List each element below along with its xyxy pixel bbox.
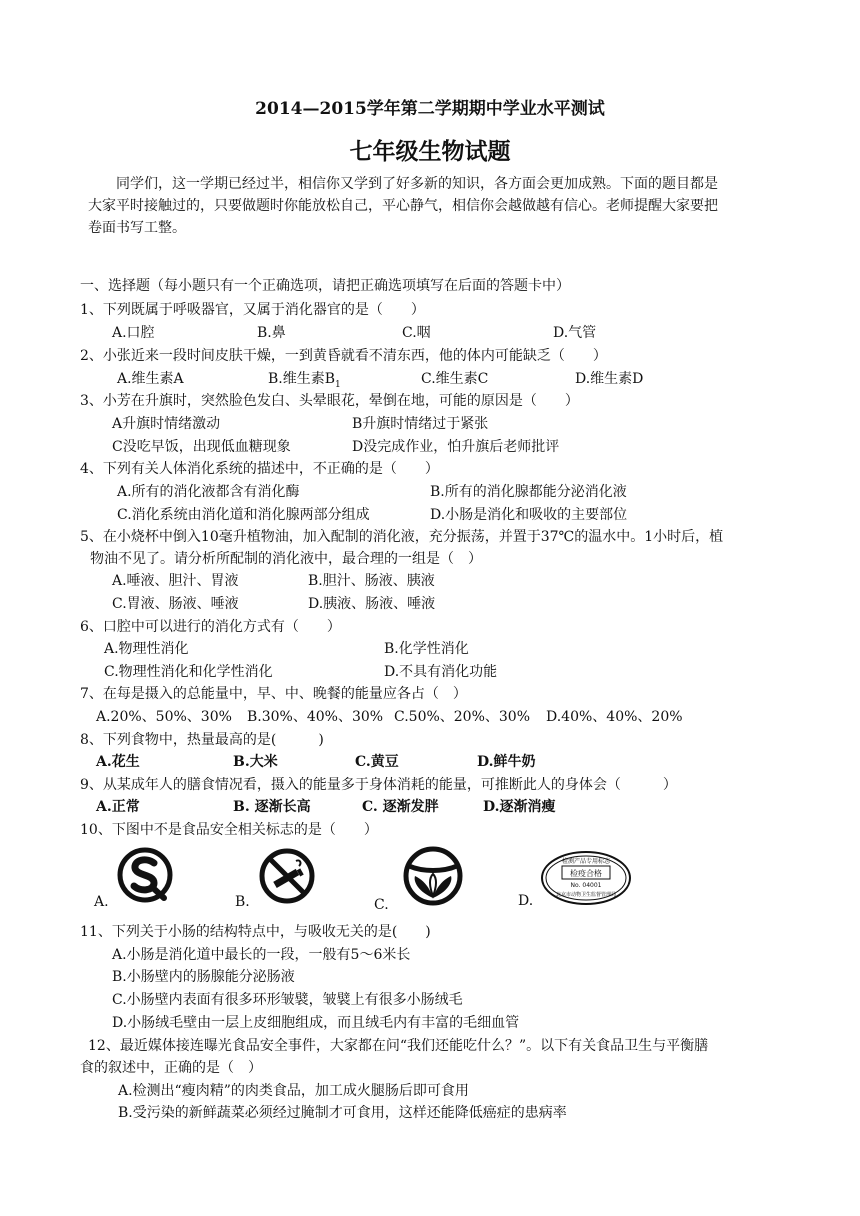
q8-option-d: D.鲜牛奶: [477, 754, 536, 770]
q11-option-d: D.小肠绒毛壁由一层上皮细胞组成，而且绒毛内有丰富的毛细血管: [112, 1015, 520, 1031]
q3-option-c: C没吃早饭，出现低血糖现象: [112, 439, 291, 455]
q6-option-c: C.物理性消化和化学性消化: [104, 664, 273, 680]
question-9-stem: 9、从某成年人的膳食情况看，摄入的能量多于身体消耗的能量，可推断此人的身体会（ ）: [80, 777, 677, 793]
q7-option-b: B.30%、40%、30%: [247, 709, 384, 725]
q7-option-d: D.40%、40%、20%: [546, 709, 683, 725]
q9-option-a: A.正常: [96, 799, 140, 815]
q6-option-d: D.不具有消化功能: [384, 664, 498, 680]
question-1-stem: 1、下列既属于呼吸器官，又属于消化器官的是（ ）: [80, 302, 425, 318]
intro-line-2: 大家平时接触过的，只要做题时你能放松自己，平心静气，相信你会越做越有信心。老师提醒大家要把: [88, 198, 718, 214]
q2-option-c: C.维生素C: [421, 371, 489, 387]
q8-option-a: A.花生: [96, 754, 140, 770]
q6-option-b: B.化学性消化: [384, 641, 469, 657]
question-8-stem-text: 8、下列食物中，热量最高的是( ): [80, 732, 324, 748]
page-title: 2014—2015学年第二学期期中学业水平测试: [255, 99, 605, 119]
question-3-stem: 3、小芳在升旗时，突然脸色发白、头晕眼花，晕倒在地，可能的原因是（ ）: [80, 393, 579, 409]
q8-option-c: C.黄豆: [355, 754, 399, 770]
q3-option-a: A升旗时情绪激动: [112, 416, 221, 432]
stamp-top-text: 检测产品专用标志: [561, 858, 611, 865]
qs-safety-mark-icon: [116, 846, 174, 904]
q10-option-c-label: C.: [374, 897, 389, 913]
q9-option-b: B. 逐渐长高: [233, 799, 311, 815]
q5-option-b: B.胆汁、肠液、胰液: [308, 573, 435, 589]
q9-option-d: D.逐渐消瘦: [483, 799, 556, 815]
q6-option-a: A.物理性消化: [104, 641, 189, 657]
question-8-stem: [80, 730, 324, 750]
intro-paragraph: [88, 173, 788, 239]
intro-line-1: 同学们，这一学期已经过半，相信你又学到了好多新的知识，各方面会更加成熟。下面的题目都是: [116, 176, 718, 192]
q10-option-d-label: D.: [518, 893, 534, 909]
q9-option-c: C. 逐渐发胖: [362, 799, 439, 815]
stamp-number-text: No. 04001: [570, 882, 602, 889]
q1-option-b: B.鼻: [257, 325, 286, 341]
q10-option-a-label: A.: [94, 894, 109, 910]
q2-option-b-subscript: 1: [335, 379, 341, 390]
no-smoking-icon: [258, 847, 316, 905]
q11-option-b: B.小肠壁内的肠腺能分泌肠液: [112, 969, 295, 985]
question-11-stem: 11、下列关于小肠的结构特点中，与吸收无关的是( ): [80, 924, 431, 940]
question-12-stem-line-1: 12、最近媒体接连曝光食品安全事件，大家都在问“我们还能吃什么？”。以下有关食品卫生与平衡膳: [88, 1038, 709, 1054]
q8-option-b: B.大米: [233, 754, 278, 770]
q4-option-a: A.所有的消化液都含有消化酶: [117, 484, 300, 500]
q5-option-a: A.唾液、胆汁、胃液: [112, 573, 239, 589]
question-4-stem: 4、下列有关人体消化系统的描述中，不正确的是（ ）: [80, 461, 439, 477]
q12-option-b: B.受污染的新鲜蔬菜必须经过腌制才可食用，这样还能降低癌症的患病率: [118, 1105, 567, 1121]
question-6-stem: 6、口腔中可以进行的消化方式有（ ）: [80, 619, 341, 635]
q11-option-c: C.小肠壁内表面有很多环形皱襞，皱襞上有很多小肠绒毛: [112, 992, 463, 1008]
q12-option-a: A.检测出“瘦肉精”的肉类食品，加工成火腿肠后即可食用: [118, 1083, 469, 1099]
q4-option-c: C.消化系统由消化道和消化腺两部分组成: [117, 507, 370, 523]
q1-option-c: C.咽: [402, 325, 431, 341]
q5-option-c: C.胃液、肠液、唾液: [112, 596, 239, 612]
q2-option-d: D.维生素D: [575, 371, 644, 387]
question-10-stem: 10、下图中不是食品安全相关标志的是（ ）: [80, 822, 378, 838]
question-5-stem-line-2: 物油不见了。请分析所配制的消化液中，最合理的一组是（ ）: [90, 551, 482, 567]
intro-line-3: 卷面书写工整。: [88, 220, 186, 236]
q4-option-d: D.小肠是消化和吸收的主要部位: [430, 507, 628, 523]
page-subtitle: 七年级生物试题: [349, 138, 511, 165]
q1-option-a: A.口腔: [112, 325, 155, 341]
question-12-stem-line-2: 食的叙述中，正确的是（ ）: [80, 1060, 262, 1076]
stamp-mid-text: 检疫合格: [570, 869, 602, 878]
q11-option-a: A.小肠是消化道中最长的一段，一般有5～6米长: [112, 947, 411, 963]
q2-option-a: A.维生素A: [117, 371, 184, 387]
q10-option-b-label: B.: [235, 894, 250, 910]
q3-option-b: B升旗时情绪过于紧张: [352, 416, 489, 432]
q5-option-d: D.胰液、肠液、唾液: [308, 596, 436, 612]
q7-option-c: C.50%、20%、30%: [394, 709, 531, 725]
q2-option-b-text: B.维生素B: [268, 371, 336, 387]
q7-option-a: A.20%、50%、30%: [96, 709, 232, 725]
stamp-bottom-text: 北京市动物卫生监督管理局: [555, 892, 617, 898]
section-heading: 一、选择题（每小题只有一个正确选项，请把正确选项填写在后面的答题卡中）: [80, 278, 570, 294]
question-5-stem-line-1: 5、在小烧杯中倒入10毫升植物油，加入配制的消化液，充分振荡，并置于37℃的温水中。1小时后，植: [80, 529, 724, 545]
question-7-stem: 7、在每是摄入的总能量中，早、中、晚餐的能量应各占（ ）: [80, 686, 467, 702]
quarantine-stamp-icon: [540, 850, 632, 906]
q4-option-b: B.所有的消化腺都能分泌消化液: [430, 484, 627, 500]
green-food-mark-icon: [401, 846, 465, 906]
q3-option-d: D没完成作业，怕升旗后老师批评: [352, 439, 560, 455]
question-2-stem: 2、小张近来一段时间皮肤干燥，一到黄昏就看不清东西，他的体内可能缺乏（ ）: [80, 348, 607, 364]
q1-option-d: D.气管: [553, 325, 597, 341]
